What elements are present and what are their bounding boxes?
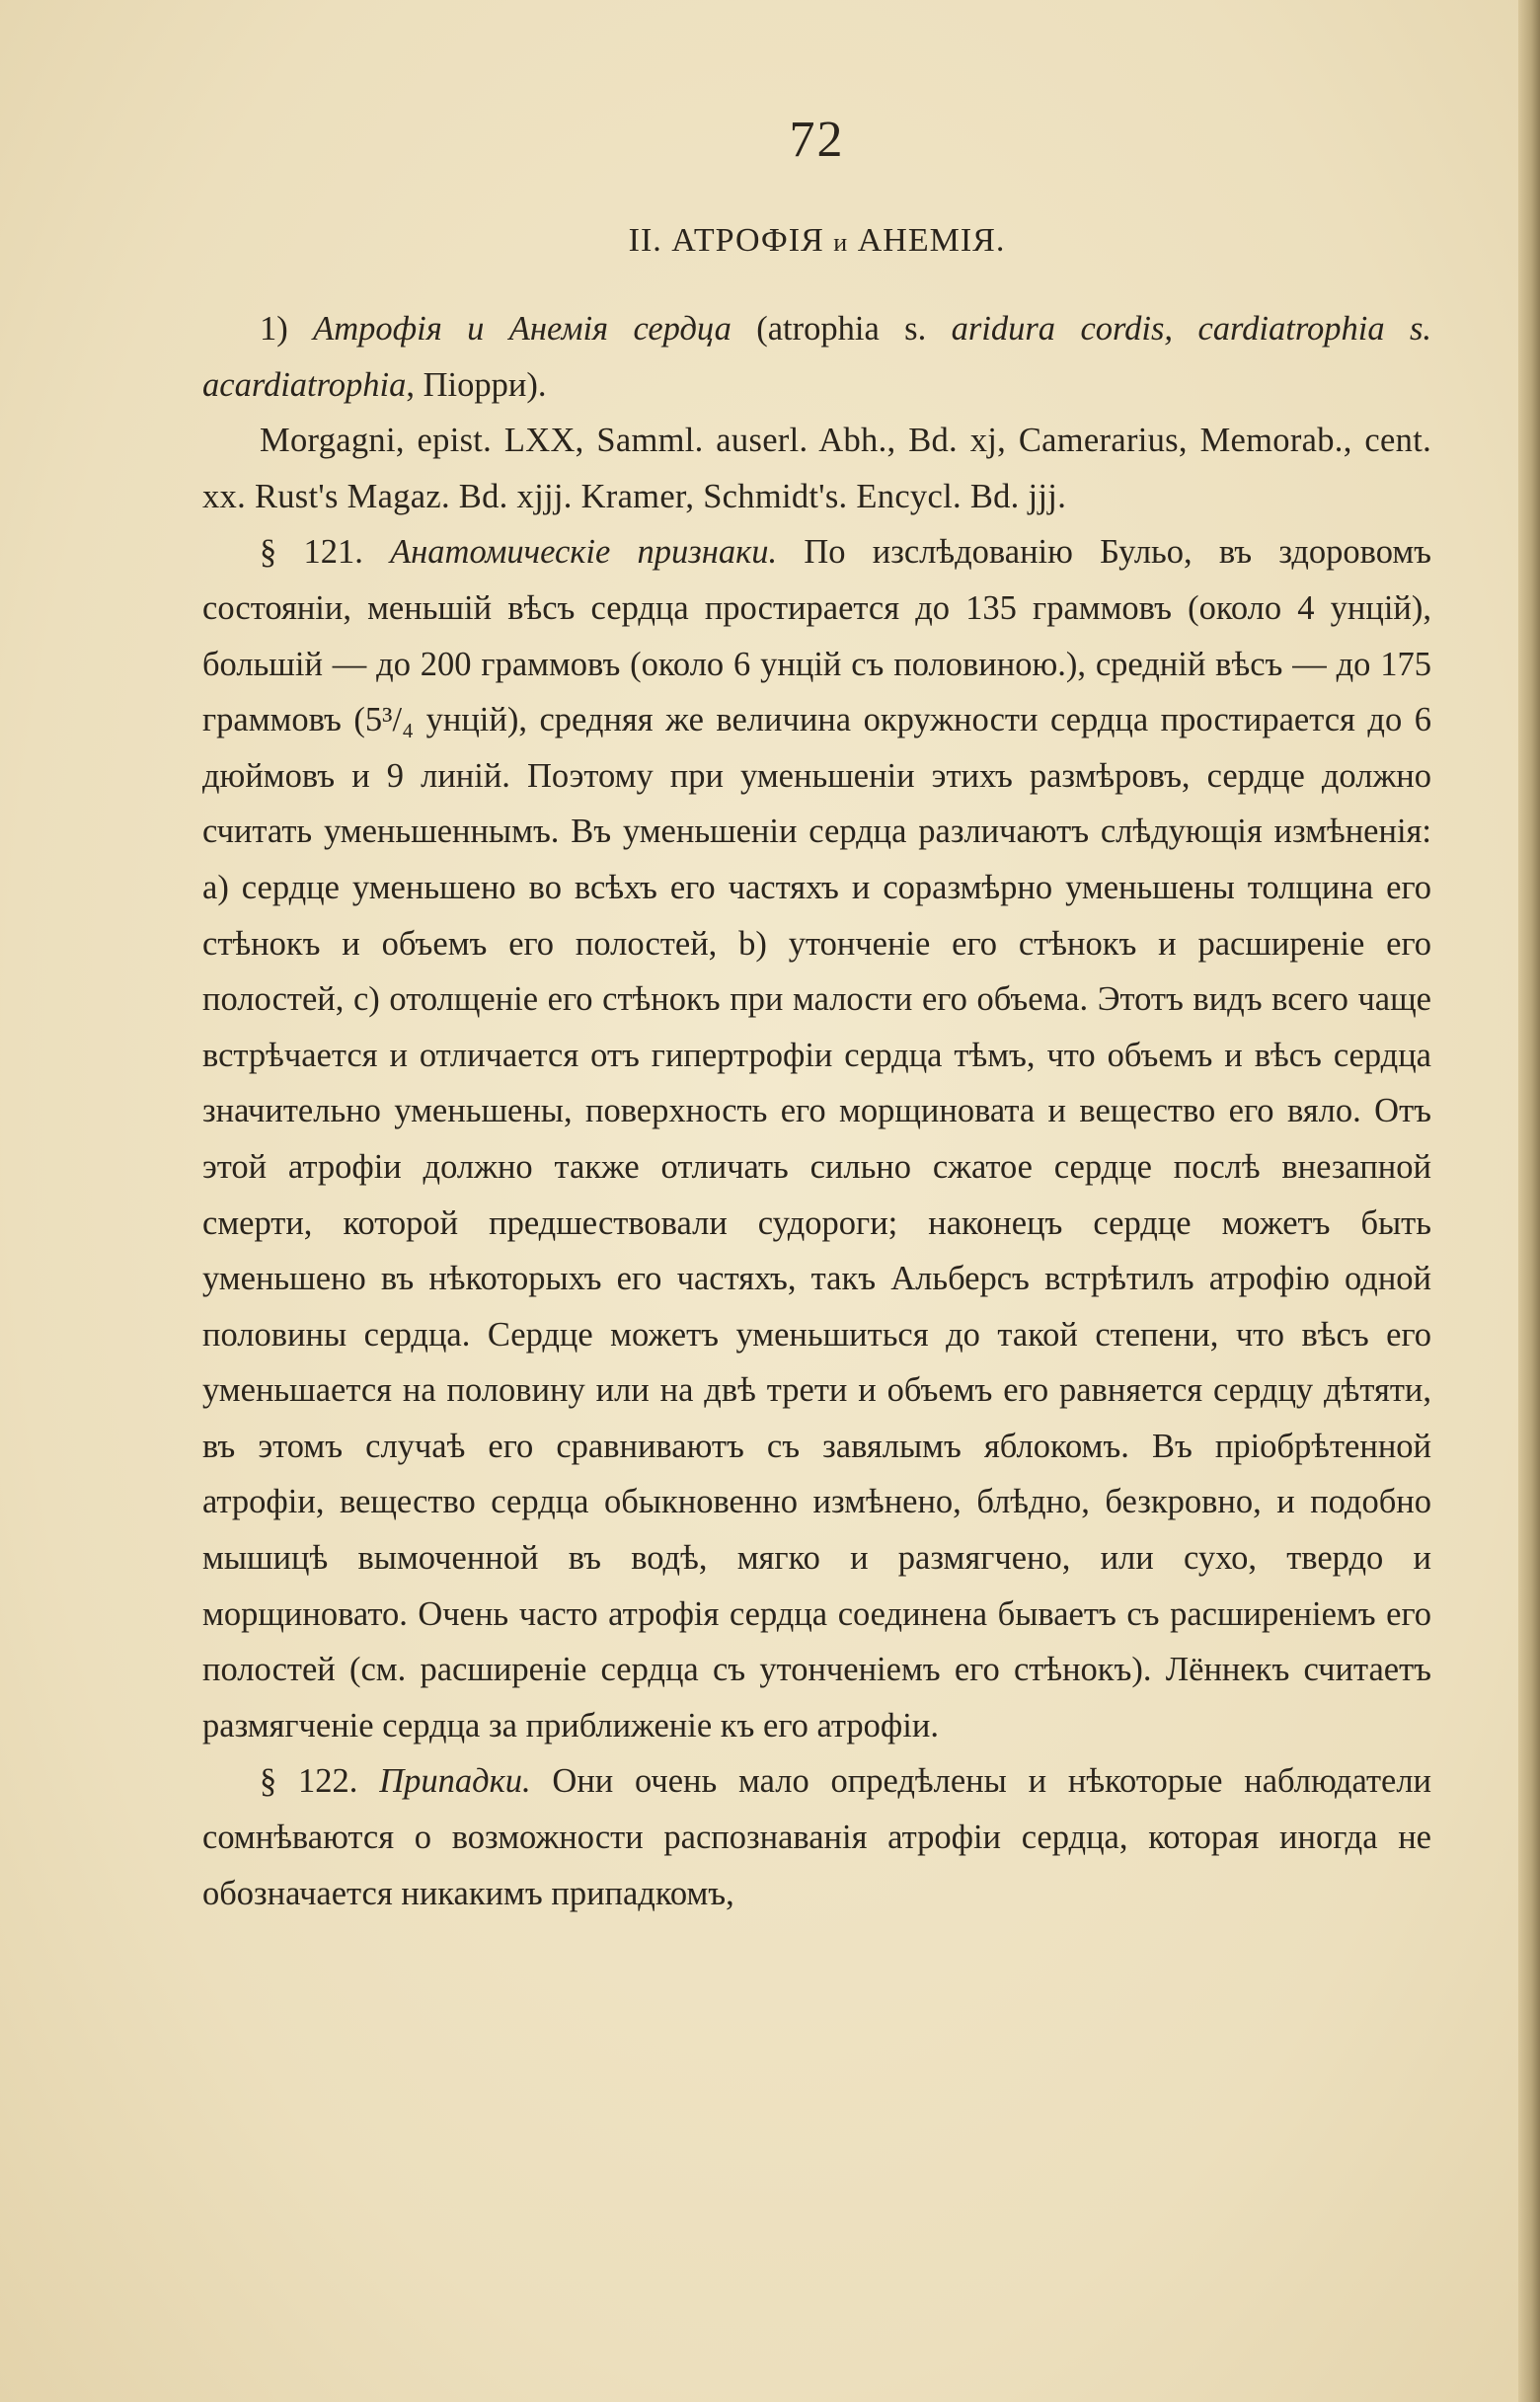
paragraph-122-text: Они очень мало опредѣлены и нѣкоторые наблюдатели сомнѣваются о возможности распознаванія атрофіи сердца, которая иногда не обозначается никакимъ припадкомъ, [202, 1762, 1432, 1912]
page-edge [1518, 0, 1540, 2402]
paragraph-121-heading: Анатомическіе признаки. [390, 533, 778, 572]
paragraph-121-number: § 121. [260, 533, 363, 572]
entry-title: Атрофія и Анемія сердца [313, 310, 732, 348]
paragraph-122 [202, 1753, 1431, 1921]
entry-latin-synonyms: aridura cordis, cardiatrophia s. acardiatrophia [202, 310, 1432, 404]
entry-attribution: , Піорри). [406, 365, 547, 404]
references-text: Morgagni, epist. LXX, Samml. auserl. Abh., Bd. xj, Camerarius, Memorab., cent. xx. Rust's Magaz. Bd. xjjj. Kramer, Schmidt's. Encycl. Bd. jjj. [202, 422, 1431, 515]
references [202, 413, 1431, 524]
paragraph-121-text: По изслѣдованію Бульо, въ здоровомъ состояніи, меньшій вѣсъ сердца простирается до 135 граммовъ (около 4 унцій), большій — до 200 граммовъ (около 6 унцій съ половиною.), средній вѣсъ — до 175 граммовъ (5³/₄ унцій), средняя же величина окружности сердца простирается до 6 дюймовъ и 9 линій. Поэтому при уменьшеніи этихъ размѣровъ, сердце должно считать уменьшеннымъ. Въ уменьшеніи сердца различаютъ слѣдующія измѣненія: a) сердце уменьшено во всѣхъ его частяхъ и соразмѣрно уменьшены толщина его стѣнокъ и объемъ его полостей, b) утонченіе его стѣнокъ и расширеніе его полостей, c) отолщеніе его стѣнокъ при малости его объема. Этотъ видъ всего чаще встрѣчается и отличается отъ гипертрофіи сердца тѣмъ, что объемъ и вѣсъ сердца значительно уменьшены, поверхность его морщиновата и вещество его вяло. Отъ этой атрофіи должно также отличать сильно сжатое сердце послѣ внезапной смерти, которой предшествовали судороги; наконецъ сердце можетъ быть уменьшено въ нѣкоторыхъ его частяхъ, такъ Альберсъ встрѣтилъ атрофію одной половины сердца. Сердце можетъ уменьшиться до такой степени, что вѣсъ его уменьшается на половину или на двѣ трети и объемъ его равняется сердцу дѣтяти, въ этомъ случаѣ его сравниваютъ съ завялымъ яблокомъ. Въ пріобрѣтенной атрофіи, вещество сердца обыкновенно измѣнено, блѣдно, безкровно, и подобно мышицѣ вымоченной въ водѣ, мягко и размягчено, или сухо, твердо и морщиновато. Очень часто атрофія сердца соединена бываетъ съ расширеніемъ его полостей (см. расширеніе сердца съ утонченіемъ его стѣнокъ). Лённекъ считаетъ размягченіе сердца за приближеніе къ его атрофіи. [202, 533, 1432, 1744]
paragraph-122-heading: Припадки. [379, 1762, 531, 1801]
section-title [202, 222, 1431, 260]
entry-heading [202, 301, 1431, 413]
section-title-prefix: II. АТРОФІЯ [628, 222, 824, 259]
page-number: 72 [789, 112, 845, 168]
paragraph-121 [202, 524, 1431, 1753]
body-text [202, 301, 1431, 1921]
section-title-conjunction: и [833, 228, 849, 257]
entry-synonym-intro: (atrophia s. [756, 310, 927, 348]
section-title-suffix: АНЕМІЯ. [857, 222, 1006, 259]
paragraph-122-number: § 122. [260, 1762, 358, 1801]
entry-number: 1) [260, 310, 288, 348]
